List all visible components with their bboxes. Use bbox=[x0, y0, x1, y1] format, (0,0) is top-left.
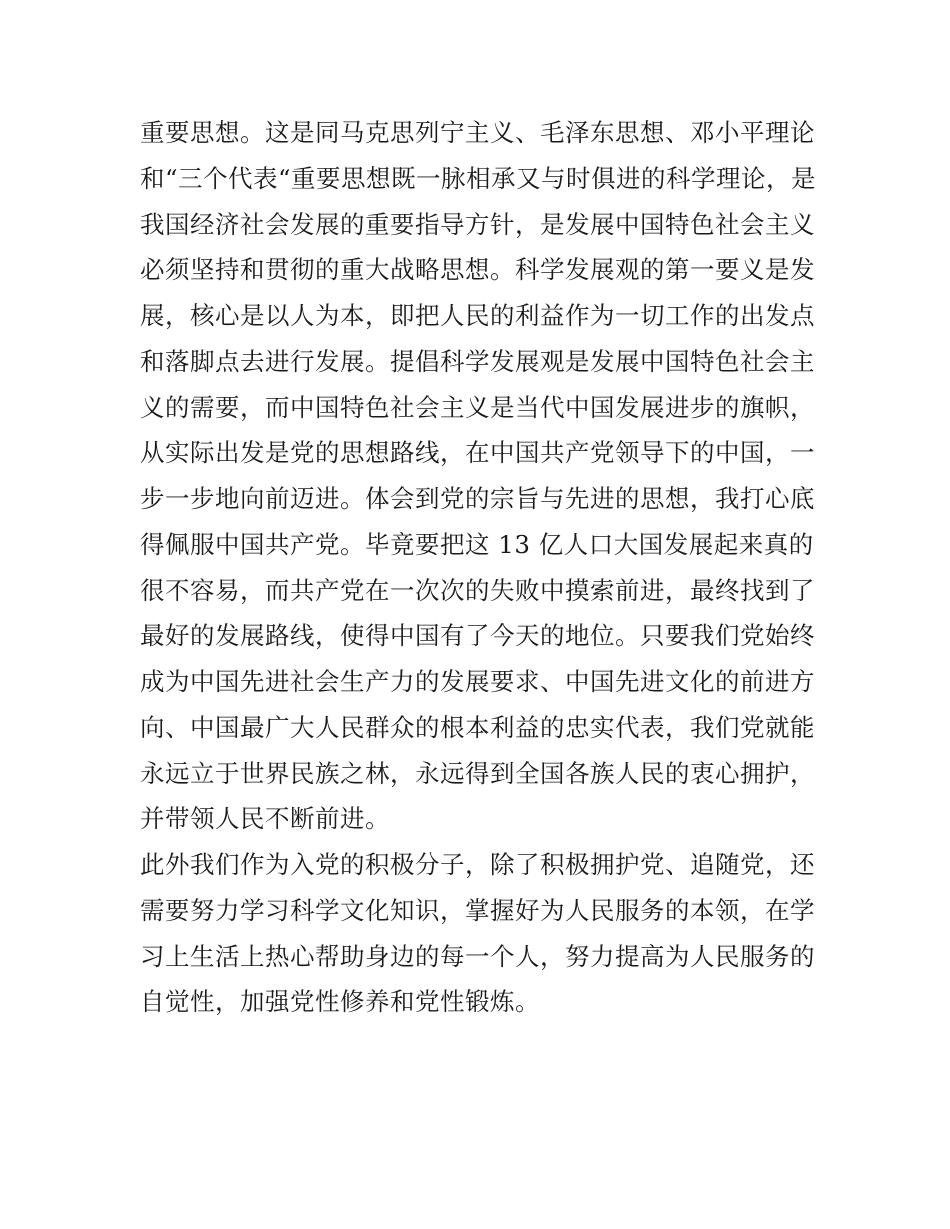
text-line: 义的需要，而中国特色社会主义是当代中国发展进步的旗帜， bbox=[140, 392, 815, 422]
text-line: 展，核心是以人为本，即把人民的利益作为一切工作的出发点 bbox=[140, 301, 815, 330]
text-line: 永远立于世界民族之林，永远得到全国各族人民的衷心拥护， bbox=[140, 758, 815, 788]
paragraph-2 bbox=[140, 842, 815, 1025]
text-line: 很不容易，而共产党在一次次的失败中摸索前进，最终找到了 bbox=[140, 575, 815, 605]
text-line: 此外我们作为入党的积极分子，除了积极拥护党、追随党，还 bbox=[140, 850, 815, 879]
text-line: 从实际出发是党的思想路线，在中国共产党领导下的中国，一 bbox=[140, 438, 815, 468]
document-body bbox=[140, 110, 815, 1025]
text-line: 步一步地向前迈进。体会到党的宗旨与先进的思想，我打心底 bbox=[140, 484, 815, 513]
text-line: 并带领人民不断前进。 bbox=[140, 804, 390, 834]
text-line: 向、中国最广大人民群众的根本利益的忠实代表，我们党就能 bbox=[140, 712, 815, 742]
text-line: 和落脚点去进行发展。提倡科学发展观是发展中国特色社会主 bbox=[140, 346, 815, 376]
text-line: 和“三个代表“重要思想既一脉相承又与时俱进的科学理论，是 bbox=[140, 163, 817, 193]
text-line: 自觉性，加强党性修养和党性锻炼。 bbox=[140, 987, 540, 1017]
text-line: 习上生活上热心帮助身边的每一个人，努力提高为人民服务的 bbox=[140, 941, 815, 971]
text-line: 我国经济社会发展的重要指导方针，是发展中国特色社会主义 bbox=[140, 209, 815, 239]
text-line: 必须坚持和贯彻的重大战略思想。科学发展观的第一要义是发 bbox=[140, 255, 815, 285]
text-line: 重要思想。这是同马克思列宁主义、毛泽东思想、邓小平理论 bbox=[140, 118, 815, 147]
text-line: 成为中国先进社会生产力的发展要求、中国先进文化的前进方 bbox=[140, 667, 815, 696]
text-line: 需要努力学习科学文化知识，掌握好为人民服务的本领，在学 bbox=[140, 895, 815, 925]
paragraph-1 bbox=[140, 110, 815, 842]
text-line: 最好的发展路线，使得中国有了今天的地位。只要我们党始终 bbox=[140, 621, 815, 651]
text-line: 得佩服中国共产党。毕竟要把这 13 亿人口大国发展起来真的 bbox=[140, 529, 814, 559]
